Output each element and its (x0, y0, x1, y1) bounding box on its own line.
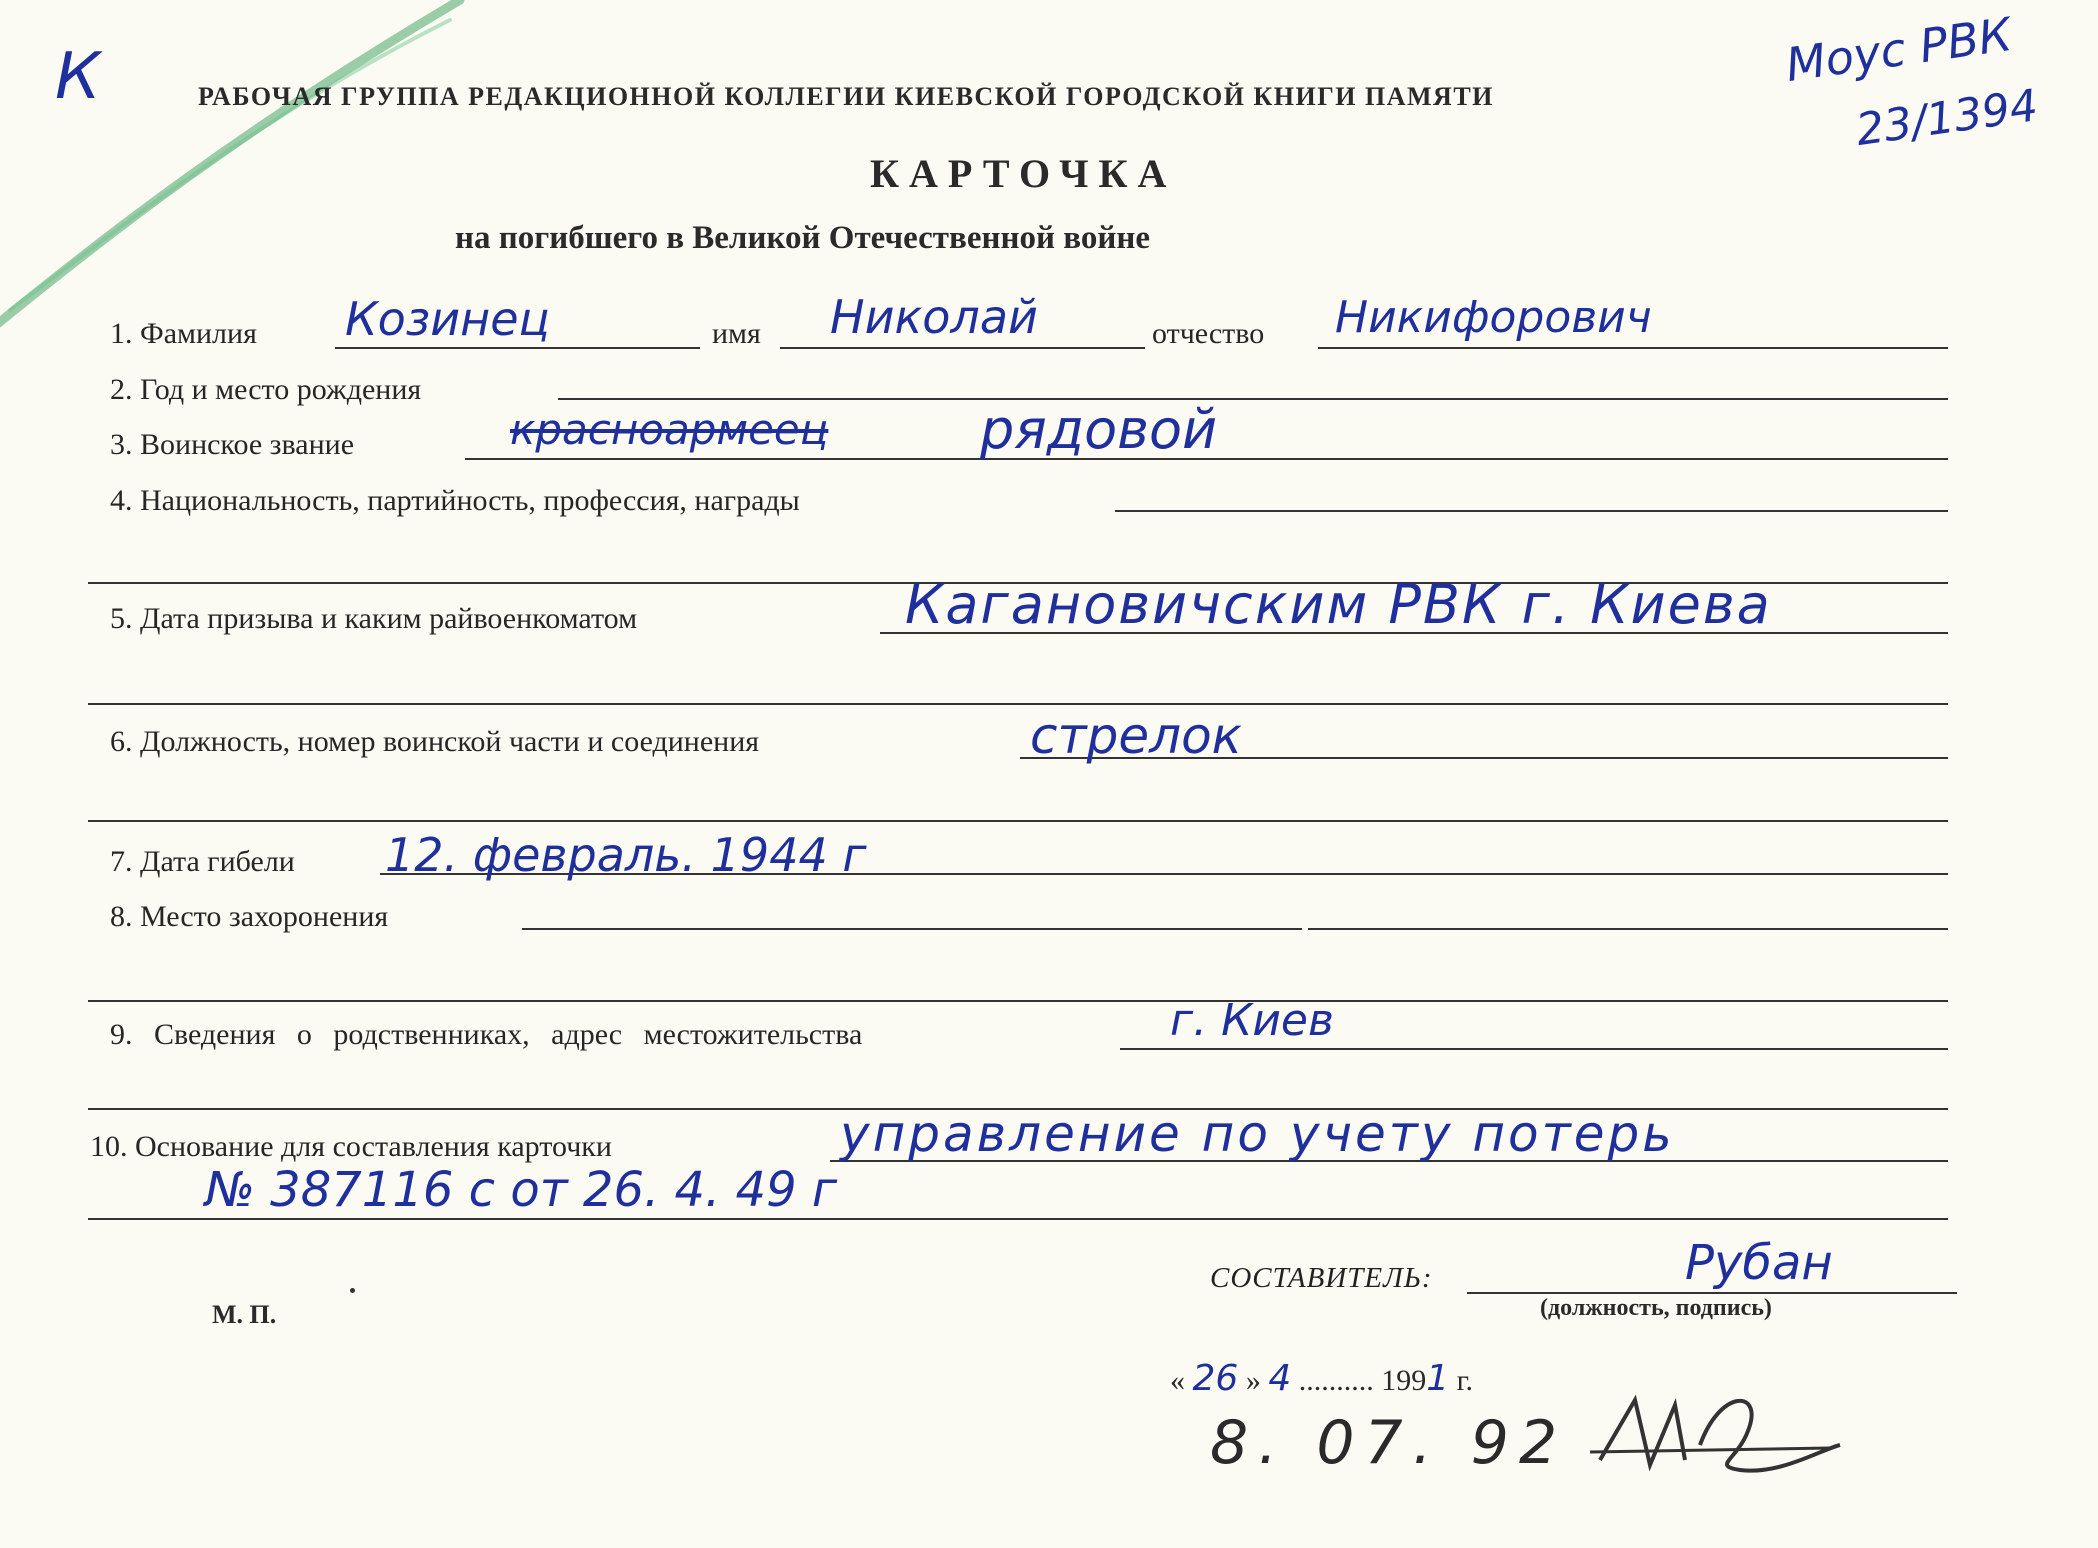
card-title: КАРТОЧКА (870, 151, 1177, 196)
basis-label: 10. Основание для составления карточки (90, 1130, 612, 1163)
card-subtitle: на погибшего в Великой Отечественной войне (455, 220, 1151, 256)
position-label: 6. Должность, номер воинской части и соединения (110, 725, 760, 758)
basis-value: управление по учету потерь (840, 1105, 1675, 1163)
seal-label: М. П. (212, 1300, 277, 1329)
date-year-digit: 1 (1426, 1358, 1450, 1399)
draft-value: Кагановичским РВК г. Киева (905, 573, 1772, 636)
date-prefix: « (1170, 1364, 1185, 1397)
surname-label: 1. Фамилия (110, 317, 257, 350)
nationality-label: 4. Национальность, партийность, профессия, награды (110, 484, 800, 517)
rank-value-struck: красноармеец (510, 405, 829, 454)
date-year: 199 (1381, 1364, 1427, 1397)
patronymic-value: Никифорович (1335, 292, 1652, 343)
header-organization: РАБОЧАЯ ГРУППА РЕДАКЦИОННОЙ КОЛЛЕГИИ КИЕВСКОЙ ГОРОДСКОЙ КНИГИ ПАМЯТИ (198, 82, 1494, 111)
compiler-signature: Рубан (1685, 1235, 1833, 1291)
date-line (1170, 1358, 1473, 1399)
date-suffix: г. (1456, 1364, 1474, 1397)
stray-mark (350, 1288, 355, 1293)
compiler-caption: (должность, подпись) (1540, 1295, 1772, 1321)
compiler-label: СОСТАВИТЕЛЬ: (1210, 1262, 1433, 1294)
date-month: 4 (1268, 1358, 1292, 1399)
relatives-value: г. Киев (1170, 995, 1334, 1046)
corner-number: 23/1394 (1852, 80, 2042, 156)
extra-date: 8. 07. 92 (1210, 1408, 1568, 1478)
burial-label: 8. Место захоронения (110, 900, 389, 933)
corner-mark: К (55, 40, 101, 114)
name-value: Николай (830, 290, 1038, 344)
name-label: имя (712, 317, 761, 350)
pencil-initials-mark (1590, 1390, 1850, 1480)
rank-label: 3. Воинское звание (110, 428, 355, 461)
date-day: 26 (1192, 1358, 1239, 1399)
position-value: стрелок (1030, 707, 1242, 765)
death-label: 7. Дата гибели (110, 845, 295, 878)
relatives-label: 9. Сведения о родственниках, адрес местожительства (110, 1018, 863, 1051)
corner-code: Моус РВК (1782, 6, 2015, 93)
basis-value-second-line: № 387116 с от 26. 4. 49 г (205, 1162, 838, 1218)
patronymic-label: отчество (1152, 317, 1265, 350)
date-dots: .......... (1298, 1364, 1374, 1397)
birth-label: 2. Год и место рождения (110, 373, 422, 406)
death-value: 12. февраль. 1944 г (385, 828, 867, 882)
surname-value: Козинец (345, 292, 550, 346)
rank-value: рядовой (980, 398, 1218, 461)
draft-label: 5. Дата призыва и каким райвоенкоматом (110, 602, 638, 635)
date-quote: » (1245, 1364, 1261, 1397)
